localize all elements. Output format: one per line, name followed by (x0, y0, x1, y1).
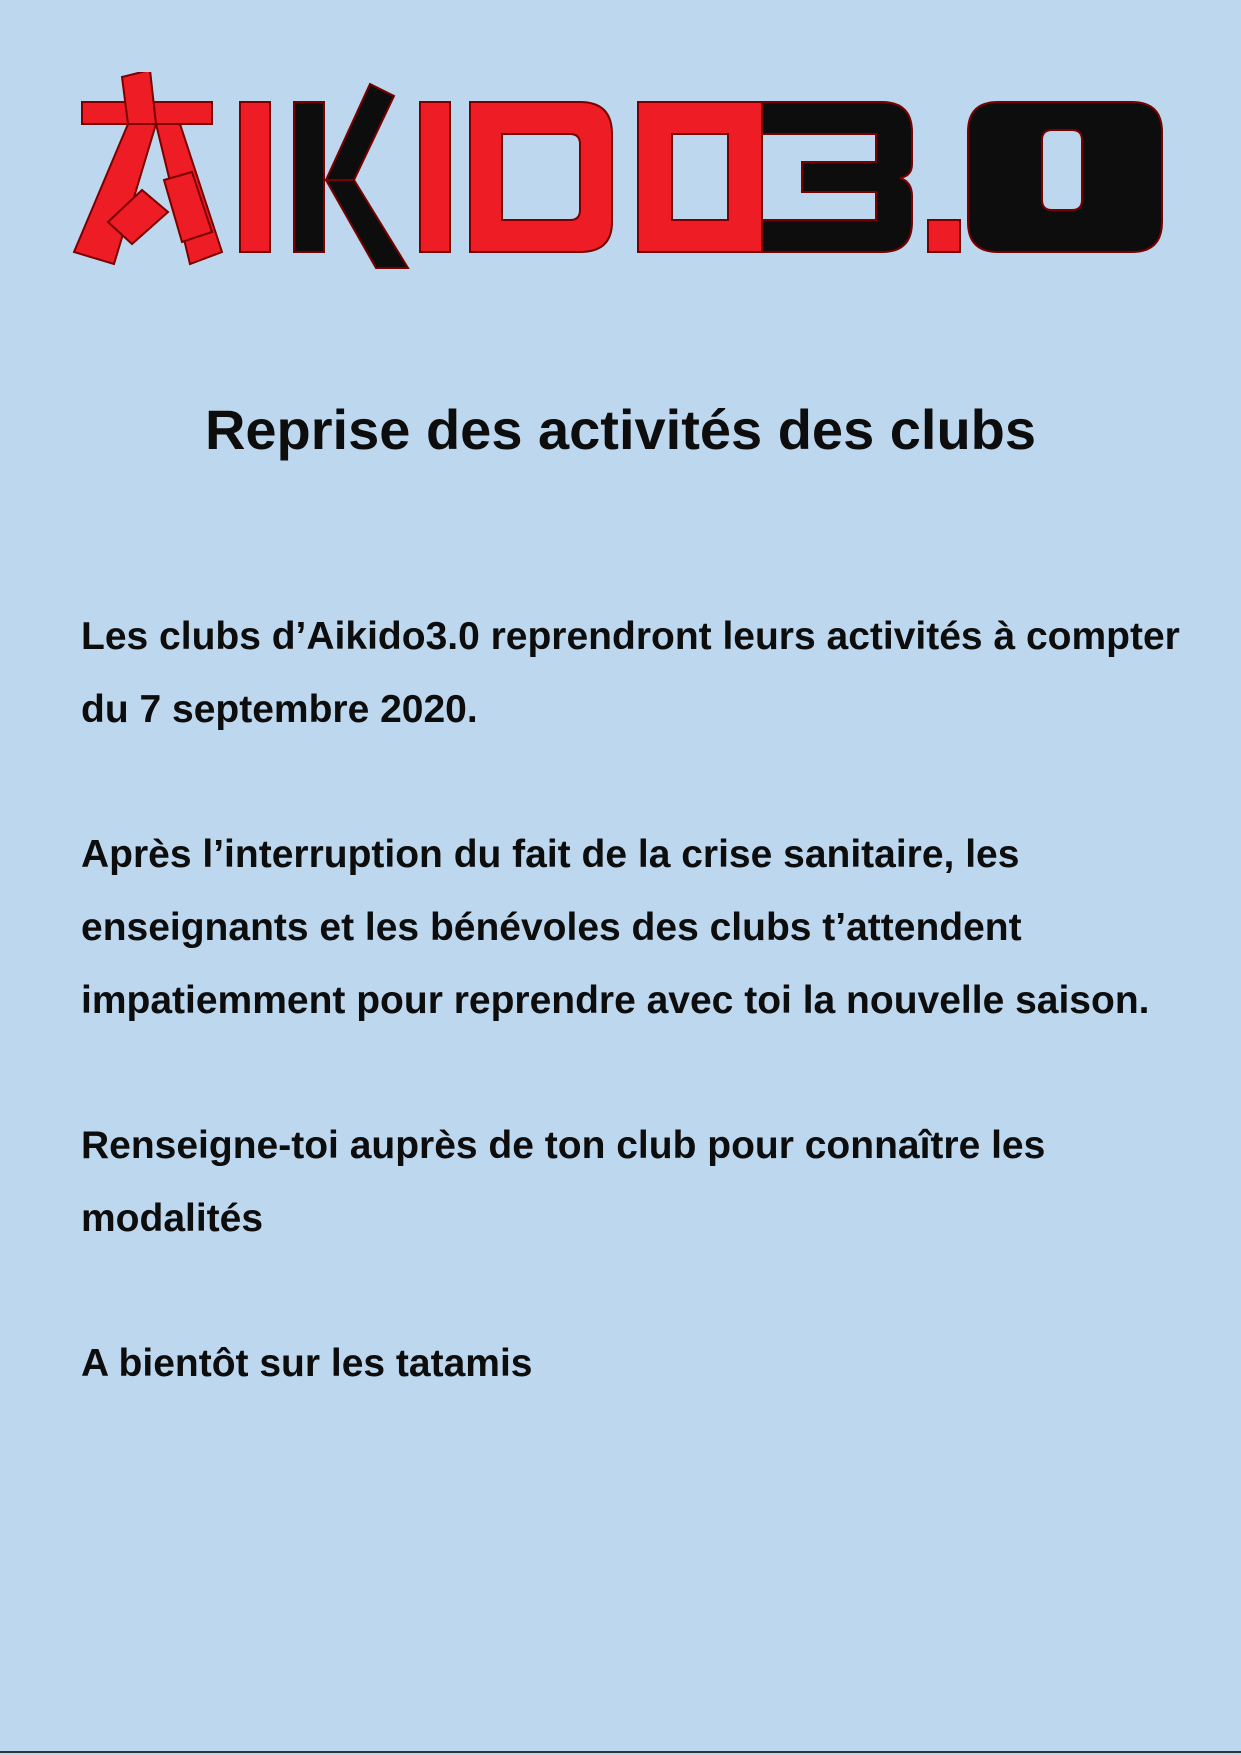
paragraph-club-info: Renseigne-toi auprès de ton club pour connaître les modalités (81, 1124, 1046, 1240)
paragraph-sanitary-crisis: Après l’interruption du fait de la crise sanitaire, les enseignants et les bénévoles des clubs t’attendent impatiemment pour reprendre avec toi la nouvelle saison. (81, 833, 1150, 1022)
logo-digit-0 (968, 102, 1162, 252)
logo-letter-o (638, 102, 762, 252)
paragraph-farewell: A bientôt sur les tatamis (81, 1342, 533, 1385)
page-title: Reprise des activités des clubs (204, 398, 1037, 461)
logo-dot (928, 220, 960, 252)
logo-letter-i (240, 102, 270, 252)
aikido-logo (72, 72, 1172, 272)
logo-digit-3 (762, 102, 912, 252)
bottom-divider (0, 1751, 1241, 1753)
logo-letter-k (294, 84, 408, 268)
logo-letter-a (74, 72, 222, 264)
logo-letter-i-2 (420, 102, 450, 252)
announcement-body (81, 600, 1191, 1472)
paragraph-resumption-date: Les clubs d’Aikido3.0 reprendront leurs activités à compter du 7 septembre 2020. (81, 615, 1180, 731)
logo-letter-d (470, 102, 612, 252)
